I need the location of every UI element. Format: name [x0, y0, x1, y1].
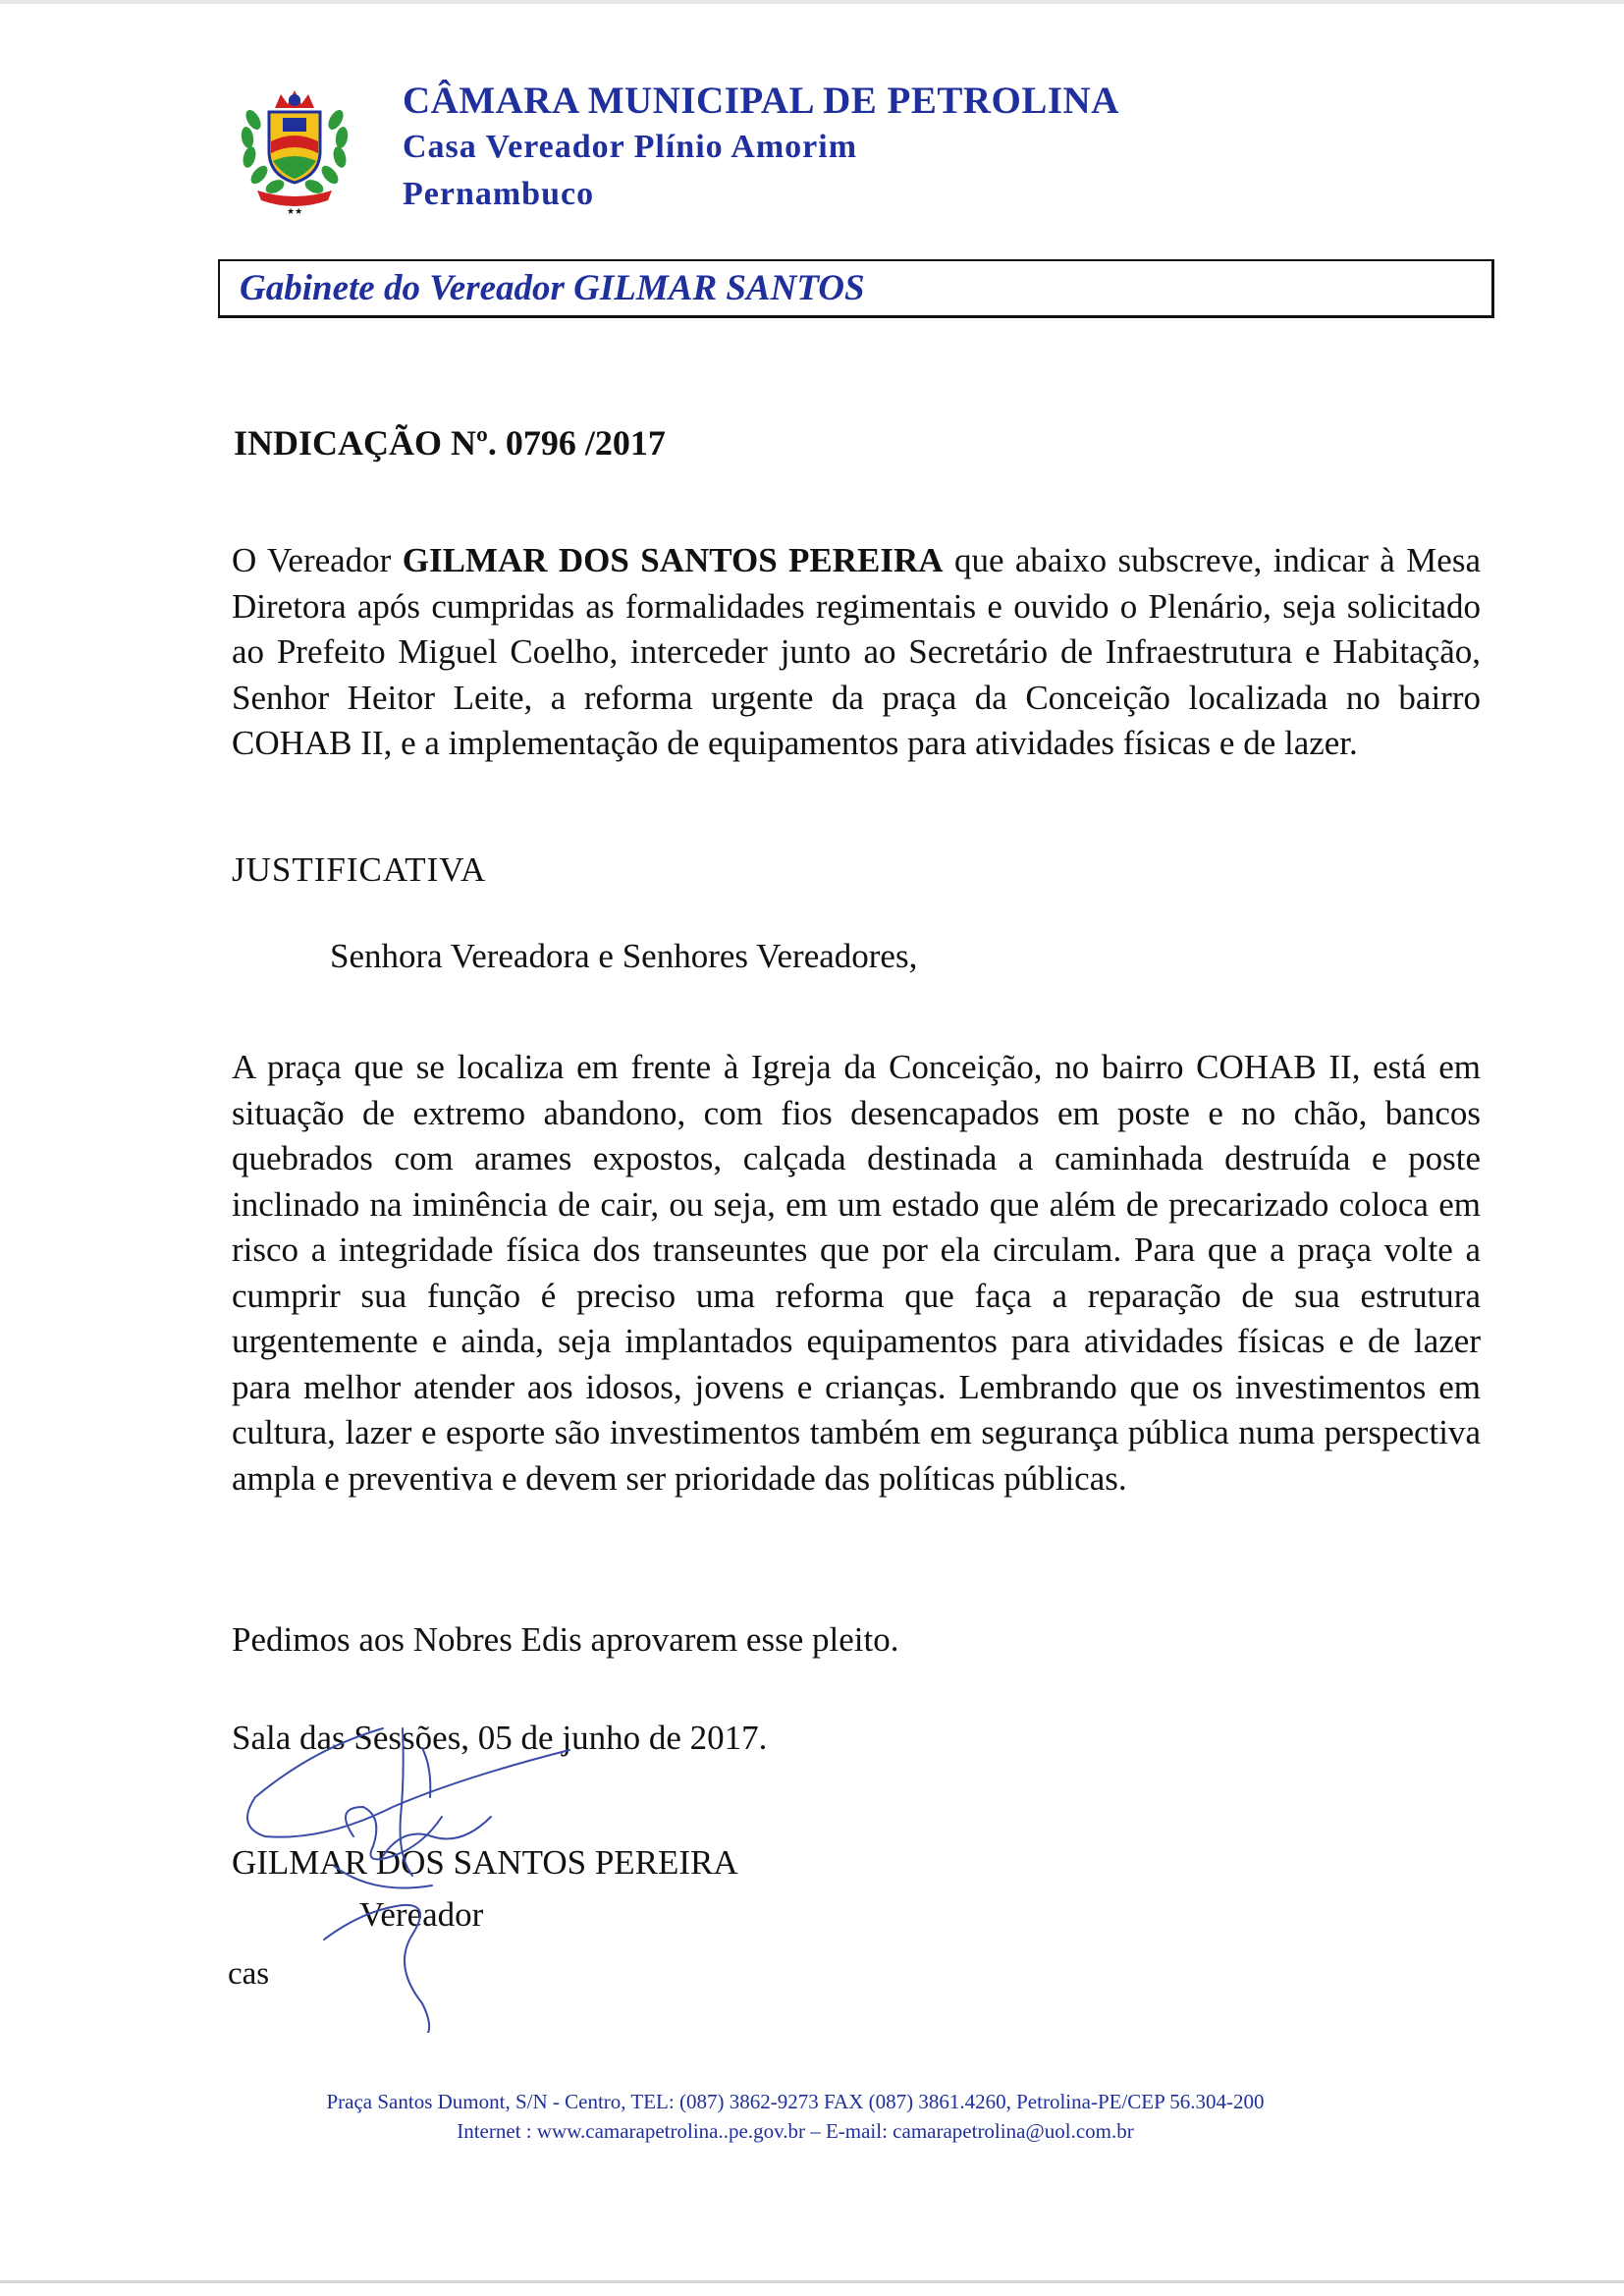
footer-address: Praça Santos Dumont, S/N - Centro, TEL: (087) 3862-9273 FAX (087) 3861.4260, Petrolina-PE/CEP 56.304-200 [326, 2090, 1265, 2113]
scan-bottom-edge [0, 2280, 1624, 2283]
org-name: CÂMARA MUNICIPAL DE PETROLINA [403, 80, 1119, 122]
svg-text:★★: ★★ [287, 206, 303, 216]
salutation: Senhora Vereadora e Senhores Vereadores, [330, 937, 918, 975]
cabinet-box [218, 259, 1494, 318]
document-title: INDICAÇÃO Nº. 0796 /2017 [234, 423, 666, 463]
intro-name: GILMAR DOS SANTOS PEREIRA [402, 541, 944, 579]
signatory-role: Vereador [359, 1895, 484, 1934]
house-name: Casa Vereador Plínio Amorim [403, 129, 858, 165]
justification-paragraph: A praça que se localiza em frente à Igreja da Conceição, no bairro COHAB II, está em situação de extremo abandono, com fios desencapados em poste e no chão, bancos quebrados com arames expostos, calçada destinada a caminhada destruída e poste inclinado na iminência de cair, ou seja, em um estado que além de precarizado coloca em risco a integridade física dos transeuntes que por ela circulam. Para que a praça volte a cumprir sua função é preciso uma reforma que faça a reparação de sua estrutura urgentemente e ainda, seja implantados equipamentos para atividades físicas e de lazer para melhor atender aos idosos, jovens e crianças. Lembrando que os investimentos em cultura, lazer e esporte são investimentos também em segurança pública numa perspectiva ampla e preventiva e devem ser prioridade das políticas públicas. [232, 1048, 1481, 1498]
header-block [403, 79, 1119, 218]
handwritten-signature-icon [236, 1709, 589, 2033]
place-date: Sala das Sessões, 05 de junho de 2017. [232, 1719, 768, 1757]
scan-top-edge [0, 0, 1624, 4]
cabinet-label: Gabinete do Vereador GILMAR SANTOS [240, 268, 865, 308]
intro-lead: O Vereador [232, 541, 403, 579]
footer-contact: Internet : www.camarapetrolina..pe.gov.br – E-mail: camarapetrolina@uol.com.br [457, 2119, 1134, 2143]
state-name: Pernambuco [403, 176, 595, 212]
typist-initials: cas [228, 1956, 270, 1992]
intro-paragraph [232, 538, 1481, 767]
closing-line: Pedimos aos Nobres Edis aprovarem esse pleito. [232, 1620, 899, 1659]
municipal-crest-icon [236, 81, 353, 218]
justification-heading: JUSTIFICATIVA [232, 850, 487, 889]
intro-rest: que abaixo subscreve, indicar à Mesa Diretora após cumpridas as formalidades regimentais e ouvido o Plenário, seja solicitado ao Prefeito Miguel Coelho, interceder junto ao Secretário de Infraestrutura e Habitação, Senhor Heitor Leite, a reforma urgente da praça da Conceição localizada no bairro COHAB II, e a implementação de equipamentos para atividades físicas e de lazer. [232, 541, 1481, 762]
signatory-name: GILMAR DOS SANTOS PEREIRA [232, 1843, 738, 1882]
